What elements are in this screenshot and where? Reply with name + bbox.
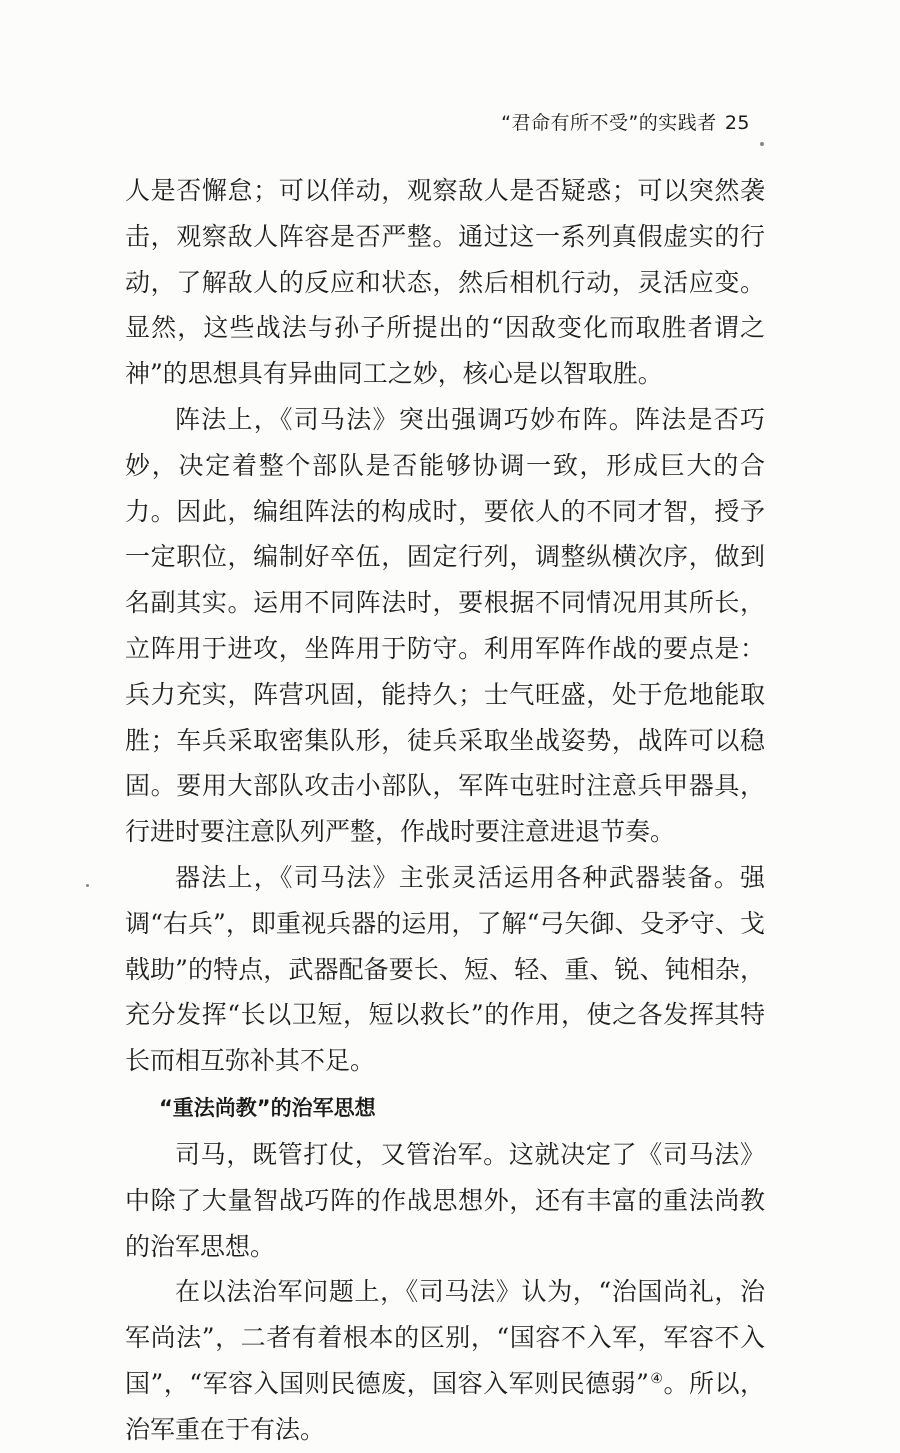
scan-speck xyxy=(760,142,764,146)
body-text xyxy=(125,168,765,1453)
paragraph-weapon-method: 器法上，《司马法》主张灵活运用各种武器装备。强调“右兵”，即重视兵器的运用，了解“弓矢御、殳矛守、戈戟助”的特点，武器配备要长、短、轻、重、锐、钝相杂，充分发挥“长以卫短，短以救长”的作用，使之各发挥其特长而相互弥补其不足。 xyxy=(125,862,765,1076)
section-heading: “重法尚教”的治军思想 xyxy=(159,1095,376,1120)
running-head xyxy=(501,108,750,135)
paragraph-continued: 人是否懈怠；可以佯动，观察敌人是否疑惑；可以突然袭击，观察敌人阵容是否严整。通过这一系列真假虚实的行动，了解敌人的反应和状态，然后相机行动，灵活应变。显然，这些战法与孙子所提出的“因敌变化而取胜者谓之神”的思想具有异曲同工之妙，核心是以智取胜。 xyxy=(125,176,765,389)
paragraph-formation-method: 阵法上，《司马法》突出强调巧妙布阵。阵法是否巧妙，决定着整个部队是否能够协调一致，形成巨大的合力。因此，编组阵法的构成时，要依人的不同才智，授予一定职位，编制好卒伍，固定行列，调整纵横次序，做到名副其实。运用不同阵法时，要根据不同情况用其所长，立阵用于进攻，坐阵用于防守。利用军阵作战的要点是：兵力充实，阵营巩固，能持久；士气旺盛，处于危地能取胜；车兵采取密集队形，徒兵采取坐战姿势，战阵可以稳固。要用大部队攻击小部队，军阵屯驻时注意兵甲器具，行进时要注意队列严整，作战时要注意进退节奏。 xyxy=(125,404,765,847)
paragraph-sima-duties: 司马，既管打仗，又管治军。这就决定了《司马法》中除了大量智战巧阵的作战思想外，还有丰富的重法尚教的治军思想。 xyxy=(125,1139,765,1261)
paragraph-rule-by-law xyxy=(125,1269,765,1452)
paragraph-text: 在以法治军问题上，《司马法》认为，“治国尚礼，治军尚法”，二者有着根本的区别，“国容不入军，军容不入国”，“军容入国则民德废，国容入军则民德弱” xyxy=(125,1277,765,1398)
page-number: 25 xyxy=(724,112,750,134)
running-title: “君命有所不受”的实践者 xyxy=(501,112,717,134)
footnote-marker: ④ xyxy=(649,1370,664,1387)
paragraph-tail: 。所以，治军重在于有法。 xyxy=(125,1368,765,1444)
scan-speck xyxy=(86,884,89,887)
